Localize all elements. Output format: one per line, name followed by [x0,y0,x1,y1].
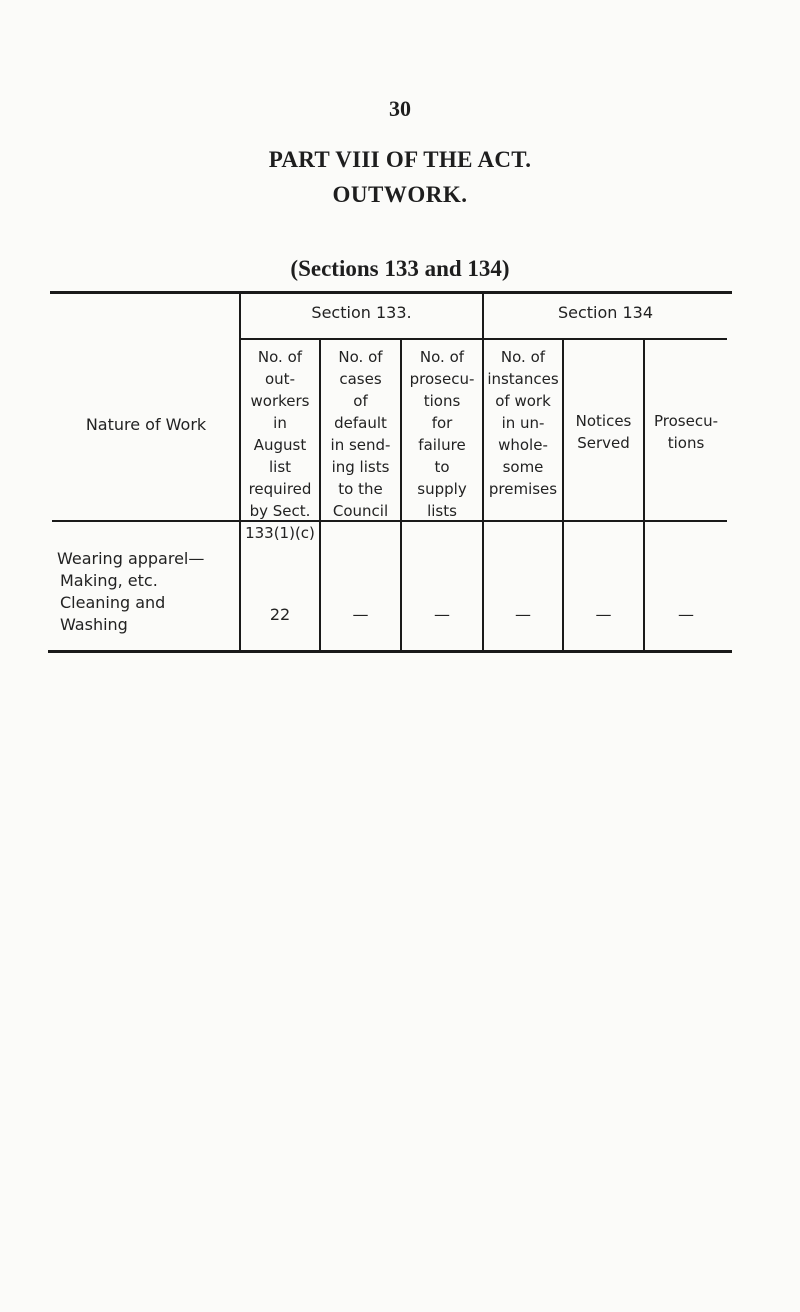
header-line: whole- [498,436,548,454]
cell-notices-served: — [595,605,612,624]
header-line: failure [418,436,466,454]
column-header-notices-served [564,410,643,454]
cell-outworkers: 22 [269,605,291,624]
header-line: in un- [501,414,545,432]
header-line: in send- [330,436,391,454]
nature-line: Cleaning and [60,593,166,612]
header-line: tions [667,434,705,452]
column-header-unwholesome-premises [484,346,562,500]
header-line: default [334,414,387,432]
header-line: for [431,414,453,432]
cell-default-cases: — [352,605,369,624]
header-line: of work [495,392,551,410]
header-line: some [502,458,544,476]
nature-line: Washing [60,615,128,634]
header-line: No. of [338,348,383,366]
header-line: Council [332,502,389,520]
header-line: out- [265,370,295,388]
header-line: cases [339,370,382,388]
header-line: Notices [575,412,632,430]
header-line: prosecu- [409,370,475,388]
header-line: premises [488,480,558,498]
cell-prosecutions: — [678,605,694,624]
header-line: required [248,480,312,498]
section-133-header: Section 133. [311,303,412,322]
table-bottom-rule [48,650,732,653]
nature-of-work-header: Nature of Work [85,415,207,434]
header-line: instances [487,370,559,388]
group-rule-134 [483,338,727,340]
header-line: lists [427,502,457,520]
sections-heading: (Sections 133 and 134) [290,256,510,281]
header-line: list [268,458,292,476]
row-nature-of-work [57,548,237,636]
header-line: in [273,414,287,432]
header-line: No. of [500,348,546,366]
header-line: Served [577,434,630,452]
column-header-default-cases [321,346,400,522]
header-line: tions [423,392,461,410]
header-line: August [253,436,307,454]
header-line: workers [250,392,310,410]
part-heading: PART VIII OF THE ACT. [268,147,532,172]
cell-prosecutions-lists: — [434,605,450,624]
header-line: ing lists [331,458,390,476]
header-line: 133(1)(c) [245,524,315,542]
header-line: of [353,392,368,410]
nature-line: Making, etc. [60,571,158,590]
table-top-rule [50,291,732,294]
page-number: 30 [389,96,411,121]
header-line: to [434,458,450,476]
header-line: by Sect. [249,502,311,520]
header-line: to the [338,480,383,498]
header-line: No. of [257,348,303,366]
outwork-heading: OUTWORK. [332,182,468,207]
header-line: supply [417,480,467,498]
nature-line: Wearing apparel— [57,549,205,568]
group-rule-133 [239,338,483,340]
column-header-prosecutions-lists [402,346,482,522]
column-header-prosecutions [645,410,727,454]
header-line: Prosecu- [653,412,718,430]
section-134-header: Section 134 [557,303,654,322]
column-header-outworkers [241,346,319,544]
header-line: No. of [419,348,465,366]
cell-unwholesome-premises: — [515,605,531,624]
